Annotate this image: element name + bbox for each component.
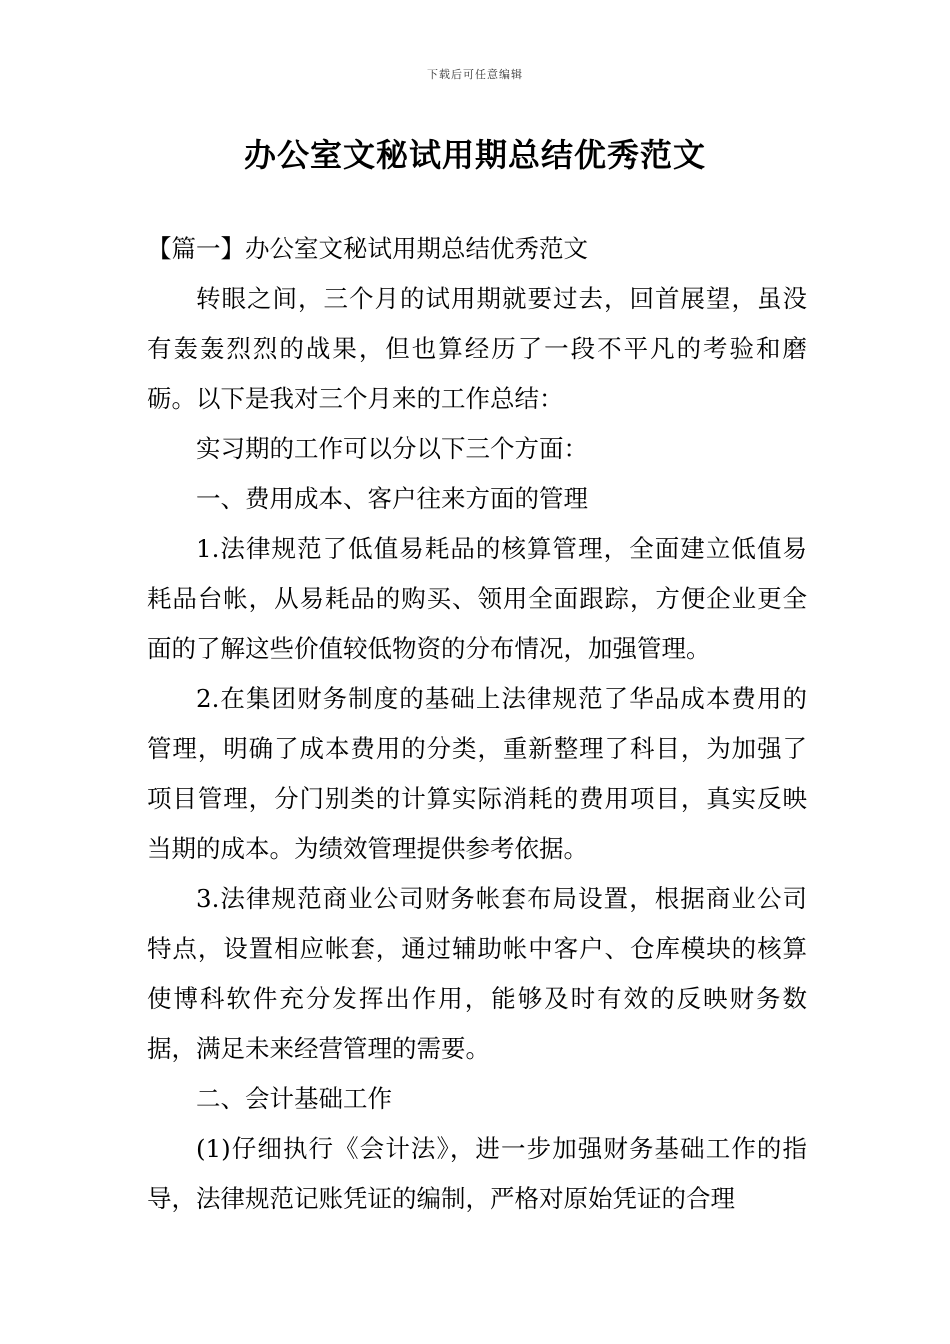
document-title: 办公室文秘试用期总结优秀范文 xyxy=(243,136,706,174)
paragraph-heading-one: 一、费用成本、客户往来方面的管理 xyxy=(196,484,588,513)
paragraph-heading-two: 二、会计基础工作 xyxy=(196,1084,392,1113)
paragraph-intro: 转眼之间，三个月的试用期就要过去，回首展望，虽没有轰轰烈烈的战果，但也算经历了一段不平凡的考验和磨砺。以下是我对三个月来的工作总结： xyxy=(147,284,807,413)
paragraph-item-3: 3.法律规范商业公司财务帐套布局设置，根据商业公司特点，设置相应帐套，通过辅助帐中客户、仓库模块的核算使博科软件充分发挥出作用，能够及时有效的反映财务数据，满足未来经营管理的需要。 xyxy=(147,884,807,1063)
paragraph-item-accounting-law: (1)仔细执行《会计法》，进一步加强财务基础工作的指导，法律规范记账凭证的编制，严格对原始凭证的合理 xyxy=(147,1134,807,1213)
paragraph-item-2: 2.在集团财务制度的基础上法律规范了华品成本费用的管理，明确了成本费用的分类，重新整理了科目，为加强了项目管理，分门别类的计算实际消耗的费用项目，真实反映当期的成本。为绩效管理提供参考依据。 xyxy=(147,684,807,863)
paragraph-item-1: 1.法律规范了低值易耗品的核算管理，全面建立低值易耗品台帐，从易耗品的购买、领用全面跟踪，方便企业更全面的了解这些价值较低物资的分布情况，加强管理。 xyxy=(147,534,807,663)
header-note: 下载后可任意编辑 xyxy=(427,68,523,81)
document-body xyxy=(147,224,807,1224)
paragraph-overview: 实习期的工作可以分以下三个方面： xyxy=(196,434,588,463)
paragraph-section-heading: 【篇一】办公室文秘试用期总结优秀范文 xyxy=(147,234,588,263)
